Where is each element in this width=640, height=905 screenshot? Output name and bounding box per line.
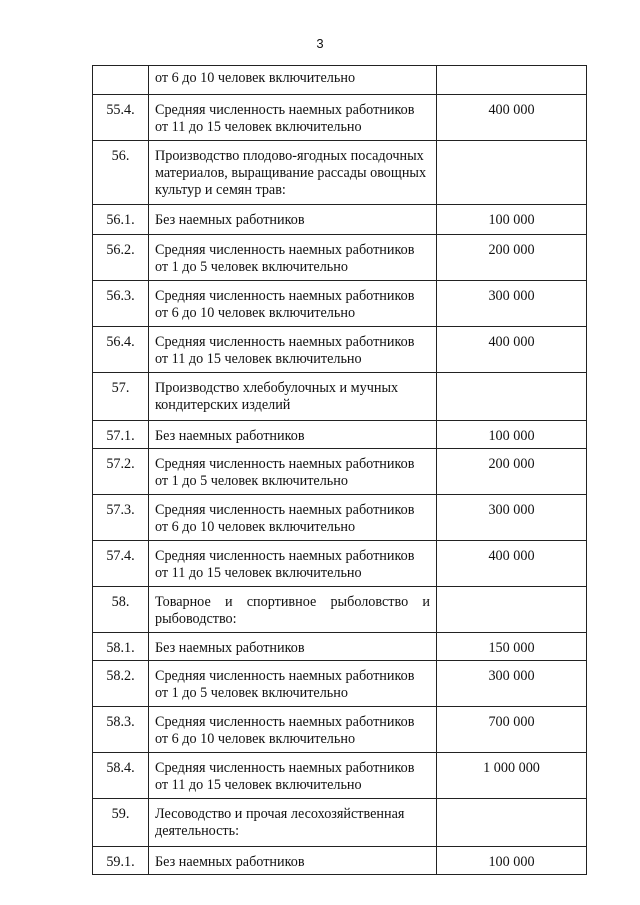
row-number: 56.2.: [93, 235, 149, 281]
table-row: [93, 587, 587, 633]
row-value: 300 000: [437, 495, 587, 541]
row-description: от 6 до 10 человек включительно: [149, 66, 437, 95]
table-row: [93, 141, 587, 205]
row-description: Средняя численность наемных работников от 1 до 5 человек включительно: [149, 449, 437, 495]
row-description: Без наемных работников: [149, 847, 437, 875]
row-number: 55.4.: [93, 95, 149, 141]
row-value: [437, 799, 587, 847]
row-number: 57.3.: [93, 495, 149, 541]
row-number: 58.2.: [93, 661, 149, 707]
row-description: Средняя численность наемных работников от 11 до 15 человек включительно: [149, 95, 437, 141]
table-row: [93, 281, 587, 327]
row-description: Средняя численность наемных работников от 11 до 15 человек включительно: [149, 541, 437, 587]
rates-table: [92, 65, 587, 875]
row-value: 200 000: [437, 449, 587, 495]
row-number: 56.1.: [93, 205, 149, 235]
row-value: 100 000: [437, 421, 587, 449]
row-value: [437, 373, 587, 421]
row-description: Без наемных работников: [149, 205, 437, 235]
row-description: Средняя численность наемных работников от 6 до 10 человек включительно: [149, 495, 437, 541]
table-row: [93, 495, 587, 541]
row-number: 57.1.: [93, 421, 149, 449]
table-row: [93, 707, 587, 753]
table-row: [93, 847, 587, 875]
table-row: [93, 449, 587, 495]
row-number: 57.: [93, 373, 149, 421]
row-value: [437, 587, 587, 633]
row-description: Средняя численность наемных работников от 6 до 10 человек включительно: [149, 707, 437, 753]
row-description: Производство хлебобулочных и мучных кондитерских изделий: [149, 373, 437, 421]
row-description: Средняя численность наемных работников от 1 до 5 человек включительно: [149, 661, 437, 707]
table-row: [93, 421, 587, 449]
row-number: 58.1.: [93, 633, 149, 661]
row-value: 100 000: [437, 205, 587, 235]
row-value: 400 000: [437, 327, 587, 373]
row-value: 400 000: [437, 95, 587, 141]
row-number: [93, 66, 149, 95]
row-value: 300 000: [437, 661, 587, 707]
table-row: [93, 753, 587, 799]
row-description: Производство плодово-ягодных посадочных материалов, выращивание рассады овощных культур и семян трав:: [149, 141, 437, 205]
row-value: 1 000 000: [437, 753, 587, 799]
table-row: [93, 661, 587, 707]
row-description: Лесоводство и прочая лесохозяйственная деятельность:: [149, 799, 437, 847]
table-row: [93, 235, 587, 281]
table-row: [93, 799, 587, 847]
row-number: 57.2.: [93, 449, 149, 495]
row-number: 57.4.: [93, 541, 149, 587]
table-row: [93, 327, 587, 373]
row-value: [437, 141, 587, 205]
row-description: Средняя численность наемных работников от 1 до 5 человек включительно: [149, 235, 437, 281]
row-number: 56.4.: [93, 327, 149, 373]
row-value: 300 000: [437, 281, 587, 327]
row-description: Средняя численность наемных работников от 6 до 10 человек включительно: [149, 281, 437, 327]
row-number: 59.: [93, 799, 149, 847]
table-row: [93, 205, 587, 235]
row-value: 400 000: [437, 541, 587, 587]
row-value: 200 000: [437, 235, 587, 281]
row-number: 56.3.: [93, 281, 149, 327]
row-value: 700 000: [437, 707, 587, 753]
table-row: [93, 373, 587, 421]
row-description: Без наемных работников: [149, 633, 437, 661]
row-description: Средняя численность наемных работников от 11 до 15 человек включительно: [149, 753, 437, 799]
row-number: 58.: [93, 587, 149, 633]
row-description: Без наемных работников: [149, 421, 437, 449]
row-value: 150 000: [437, 633, 587, 661]
table-row: [93, 95, 587, 141]
table-row: [93, 633, 587, 661]
row-description: Товарное и спортивное рыболовство и рыбоводство:: [149, 587, 437, 633]
row-number: 59.1.: [93, 847, 149, 875]
table-row: [93, 66, 587, 95]
row-number: 56.: [93, 141, 149, 205]
page-number: 3: [316, 36, 324, 51]
row-number: 58.3.: [93, 707, 149, 753]
row-value: [437, 66, 587, 95]
row-description: Средняя численность наемных работников от 11 до 15 человек включительно: [149, 327, 437, 373]
table-row: [93, 541, 587, 587]
row-number: 58.4.: [93, 753, 149, 799]
row-value: 100 000: [437, 847, 587, 875]
